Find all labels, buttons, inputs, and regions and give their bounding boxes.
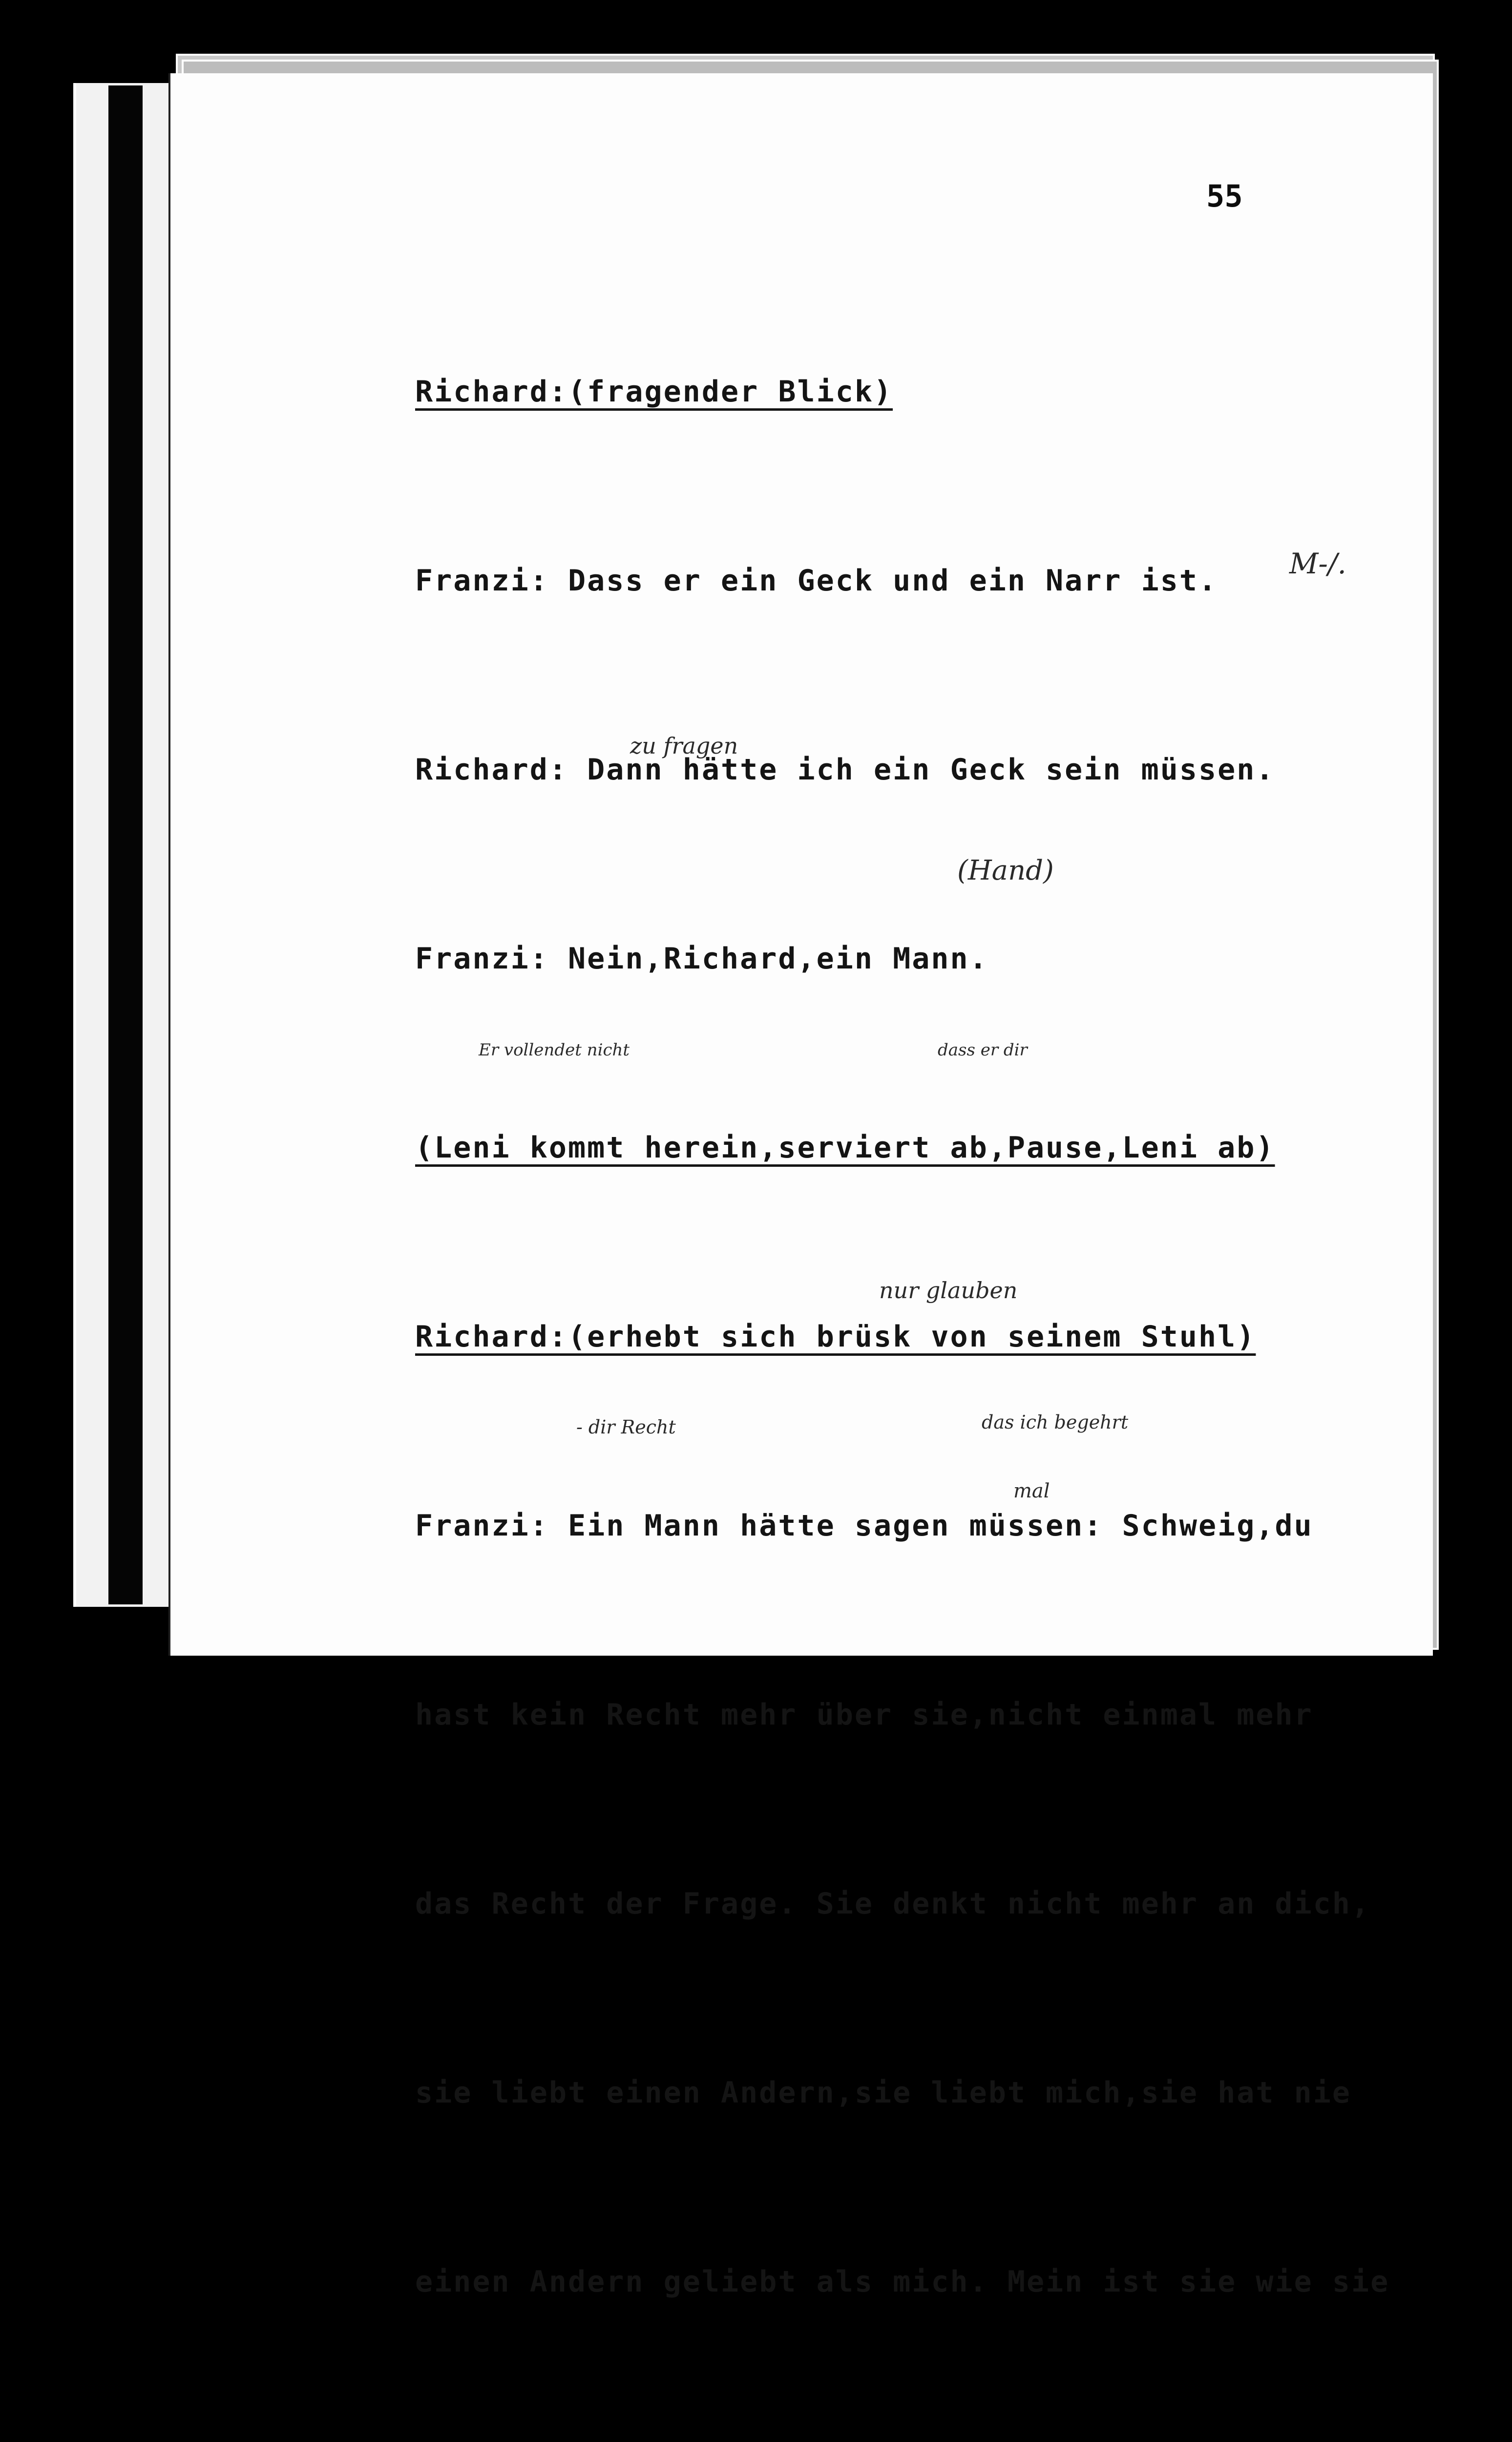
handwritten-line20-mid: mal <box>1013 1480 1050 1502</box>
handwritten-line13-right: dass er dir <box>938 1040 1028 1060</box>
handwritten-line13-left: Er vollendet nicht <box>479 1040 630 1060</box>
handwritten-line19-right: das ich begehrt <box>982 1411 1129 1433</box>
text-line <box>415 1873 1426 1936</box>
text-line-content: einen Andern geliebt als mich. Mein ist sie wie sie <box>415 2265 1390 2299</box>
handwritten-margin-note: M-/. <box>1289 547 1346 580</box>
page-number: 55 <box>1206 178 1243 214</box>
typescript-body <box>415 234 1426 2442</box>
text-line-content: (Leni kommt herein,serviert ab,Pause,Leni ab) <box>415 1131 1275 1165</box>
text-line <box>415 738 1426 801</box>
text-line <box>415 360 1426 423</box>
text-line-content: sie liebt einen Andern,sie liebt mich,sie hat nie <box>415 2076 1352 2110</box>
text-line <box>415 2062 1426 2125</box>
text-line <box>415 1116 1426 1179</box>
handwritten-mich-note: (Hand) <box>957 855 1054 886</box>
text-line-content: das Recht der Frage. Sie denkt nicht mehr an dich, <box>415 1887 1371 1921</box>
text-line-content: Richard: Dann hätte ich ein Geck sein müssen. <box>415 753 1275 787</box>
text-line <box>415 927 1426 990</box>
handwritten-line19-left: - dir Recht <box>576 1416 676 1438</box>
text-line <box>415 1495 1426 1558</box>
handwritten-frage-note: zu fragen <box>630 733 738 759</box>
text-line-content: hast kein Recht mehr über sie,nicht einmal mehr <box>415 1698 1313 1732</box>
text-line-content: Richard:(fragender Blick) <box>415 375 893 409</box>
text-line-content: Richard:(erhebt sich brüsk von seinem Stuhl) <box>415 1320 1256 1354</box>
text-line-content: Franzi: Dass er ein Geck und ein Narr ist. <box>415 564 1218 598</box>
binding-strip <box>108 85 143 1604</box>
text-line-content: Franzi: Nein,Richard,ein Mann. <box>415 942 988 976</box>
text-line <box>415 2251 1426 2314</box>
text-line <box>415 549 1426 612</box>
text-line-content: Franzi: Ein Mann hätte sagen müssen: Schweig,du <box>415 1509 1313 1543</box>
text-line <box>415 1305 1426 1368</box>
handwritten-line17-right: nur glauben <box>879 1277 1018 1304</box>
text-line <box>415 2440 1426 2442</box>
